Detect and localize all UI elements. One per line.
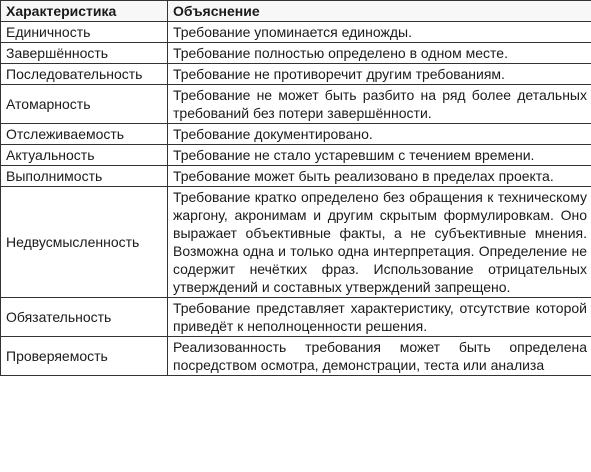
row-description: Требование представляет характеристику, отсутствие которой приведёт к неполноценности решения. — [168, 298, 591, 337]
row-description: Требование не может быть разбито на ряд более детальных требований без потери завершённости. — [168, 85, 591, 124]
table-row — [1, 187, 591, 298]
row-term: Завершённость — [1, 43, 168, 64]
table-row — [1, 145, 591, 166]
row-term: Проверяемость — [1, 337, 168, 376]
row-term: Последовательность — [1, 64, 168, 85]
row-term: Атомарность — [1, 85, 168, 124]
header-characteristic: Характеристика — [1, 1, 168, 22]
table-row — [1, 85, 591, 124]
row-term: Отслеживаемость — [1, 124, 168, 145]
row-term: Выполнимость — [1, 166, 168, 187]
table-row — [1, 298, 591, 337]
row-term: Недвусмысленность — [1, 187, 168, 298]
row-description: Требование полностью определено в одном месте. — [168, 43, 591, 64]
row-description: Требование документировано. — [168, 124, 591, 145]
table-row — [1, 124, 591, 145]
table-row — [1, 166, 591, 187]
table-row — [1, 22, 591, 43]
table-row — [1, 337, 591, 376]
row-description: Требование не стало устаревшим с течением времени. — [168, 145, 591, 166]
row-description: Требование может быть реализовано в пределах проекта. — [168, 166, 591, 187]
row-description: Требование упоминается единожды. — [168, 22, 591, 43]
table-header-row — [1, 1, 591, 22]
row-term: Обязательность — [1, 298, 168, 337]
table-row — [1, 43, 591, 64]
header-explanation: Объяснение — [168, 1, 591, 22]
row-description: Требование кратко определено без обращения к техническому жаргону, акронимам и другим скрытым формулировкам. Оно выражает объективные факты, а не субъективные мнения. Возможна одна и только одна интерпретация. Определение не содержит нечётких фраз. Использование отрицательных утверждений и составных утверждений запрещено. — [168, 187, 591, 298]
row-description: Требование не противоречит другим требованиям. — [168, 64, 591, 85]
table-row — [1, 64, 591, 85]
row-term: Единичность — [1, 22, 168, 43]
row-description: Реализованность требования может быть определена посредством осмотра, демонстрации, теста или анализа — [168, 337, 591, 376]
row-term: Актуальность — [1, 145, 168, 166]
